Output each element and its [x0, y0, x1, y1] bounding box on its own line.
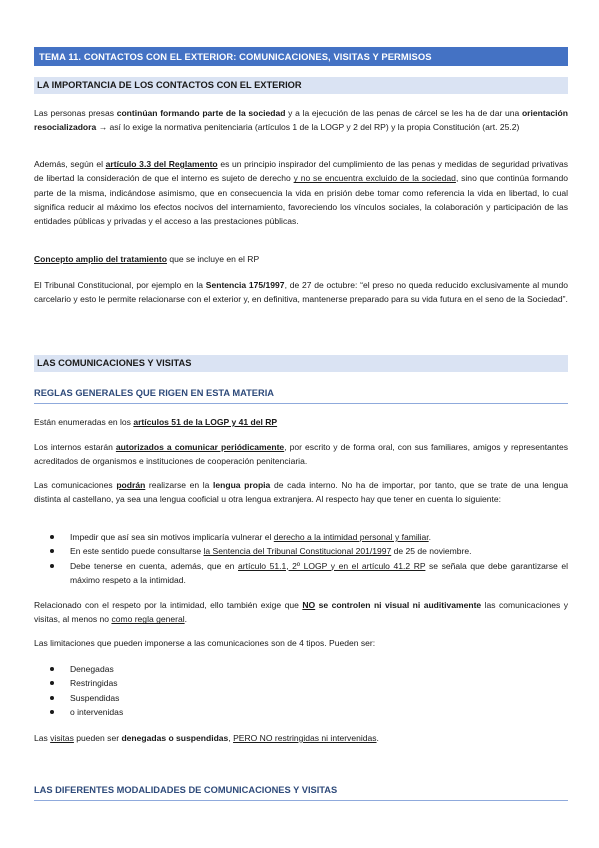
bullet-icon	[50, 564, 54, 568]
chapter-title: TEMA 11. CONTACTOS CON EL EXTERIOR: COMUNICACIONES, VISITAS Y PERMISOS	[34, 47, 568, 66]
bullet-icon	[50, 696, 54, 700]
list-item: Debe tenerse en cuenta, además, que en artículo 51.1, 2º LOGP y en el artículo 41.2 RP se señala que debe garantizarse el máximo respeto a la intimidad.	[34, 559, 568, 588]
subheading-rule	[34, 403, 568, 404]
bullet-icon	[50, 681, 54, 685]
list-item: En este sentido puede consultarse la Sentencia del Tribunal Constitucional 201/1997 de 25 de noviembre.	[34, 544, 568, 558]
list-item: o intervenidas	[34, 705, 568, 719]
paragraph-no-controlen: Relacionado con el respeto por la intimidad, ello también exige que NO se controlen ni visual ni auditivamente las comunicaciones y visitas, al menos no como regla general.	[34, 600, 568, 625]
paragraph-limitaciones: Las limitaciones que pueden imponerse a las comunicaciones son de 4 tipos. Pueden ser:	[34, 638, 376, 648]
section-heading-importancia: LA IMPORTANCIA DE LOS CONTACTOS CON EL EXTERIOR	[34, 77, 568, 94]
paragraph-autorizados: Los internos estarán autorizados a comunicar periódicamente, por escrito y de forma oral, con sus familiares, amigos y representantes acreditados de organismos e instituciones de cooperación penitenciaria.	[34, 442, 568, 467]
paragraph-concepto-tratamiento: Concepto amplio del tratamiento que se incluye en el RP	[34, 254, 260, 264]
bullet-icon	[50, 549, 54, 553]
paragraph-resocializacion: Las personas presas continúan formando parte de la sociedad y a la ejecución de las penas de cárcel se les ha de dar una orientación resocializadora → así lo exige la normativa penitenciaria (artículos 1 de la LOGP y 2 del RP) y la propia Constitución (art. 25.2)	[34, 108, 569, 133]
subheading-reglas-generales: REGLAS GENERALES QUE RIGEN EN ESTA MATERIA	[34, 388, 275, 398]
list-item: Denegadas	[34, 662, 568, 676]
paragraph-visitas: Las visitas pueden ser denegadas o suspendidas, PERO NO restringidas ni intervenidas.	[34, 733, 379, 743]
bullet-icon	[50, 667, 54, 671]
subheading-modalidades: LAS DIFERENTES MODALIDADES DE COMUNICACIONES Y VISITAS	[34, 785, 338, 795]
paragraph-articulo-3-3: Además, según el artículo 3.3 del Reglamento es un principio inspirador del cumplimiento de las penas y medidas de seguridad privativas de libertad la consideración de que el interno es sujeto de derecho y no se encuentra excluido de la sociedad, sino que continúa formando parte de la misma, indicándose asimismo, que en consecuencia la vida en prisión debe tomar como referencia la vida en libertad, lo cual significa reducir al máximo los efectos nocivos del internamiento, favoreciendo los vínculos sociales, la colaboración y participación de las entidades públicas y privadas y el acceso a las prestaciones públicas.	[34, 159, 568, 227]
list-item: Impedir que así sea sin motivos implicaría vulnerar el derecho a la intimidad personal y familiar.	[34, 530, 568, 544]
section-heading-comunicaciones: LAS COMUNICACIONES Y VISITAS	[34, 355, 568, 372]
bullet-list-limitaciones	[34, 662, 568, 719]
paragraph-lengua-propia: Las comunicaciones podrán realizarse en la lengua propia de cada interno. No ha de importar, por tanto, que se trate de una lengua distinta al castellano, ya sea una lengua cooficial u otra lengua extranjera. Al respecto hay que tener en cuenta lo siguiente:	[34, 480, 568, 505]
paragraph-enumeradas: Están enumeradas en los artículos 51 de la LOGP y 41 del RP	[34, 417, 278, 427]
list-item: Suspendidas	[34, 691, 568, 705]
bullet-icon	[50, 710, 54, 714]
paragraph-sentencia-175: El Tribunal Constitucional, por ejemplo en la Sentencia 175/1997, de 27 de octubre: “el preso no queda reducido exclusivamente al mundo carcelario y esto le permite relacionarse con el exterior y, en definitiva, mantenerse preparado para su vida futura en el seno de la Sociedad”.	[34, 280, 568, 305]
bullet-list-intimidad	[34, 530, 568, 587]
subheading-rule	[34, 800, 568, 801]
list-item: Restringidas	[34, 676, 568, 690]
bullet-icon	[50, 535, 54, 539]
